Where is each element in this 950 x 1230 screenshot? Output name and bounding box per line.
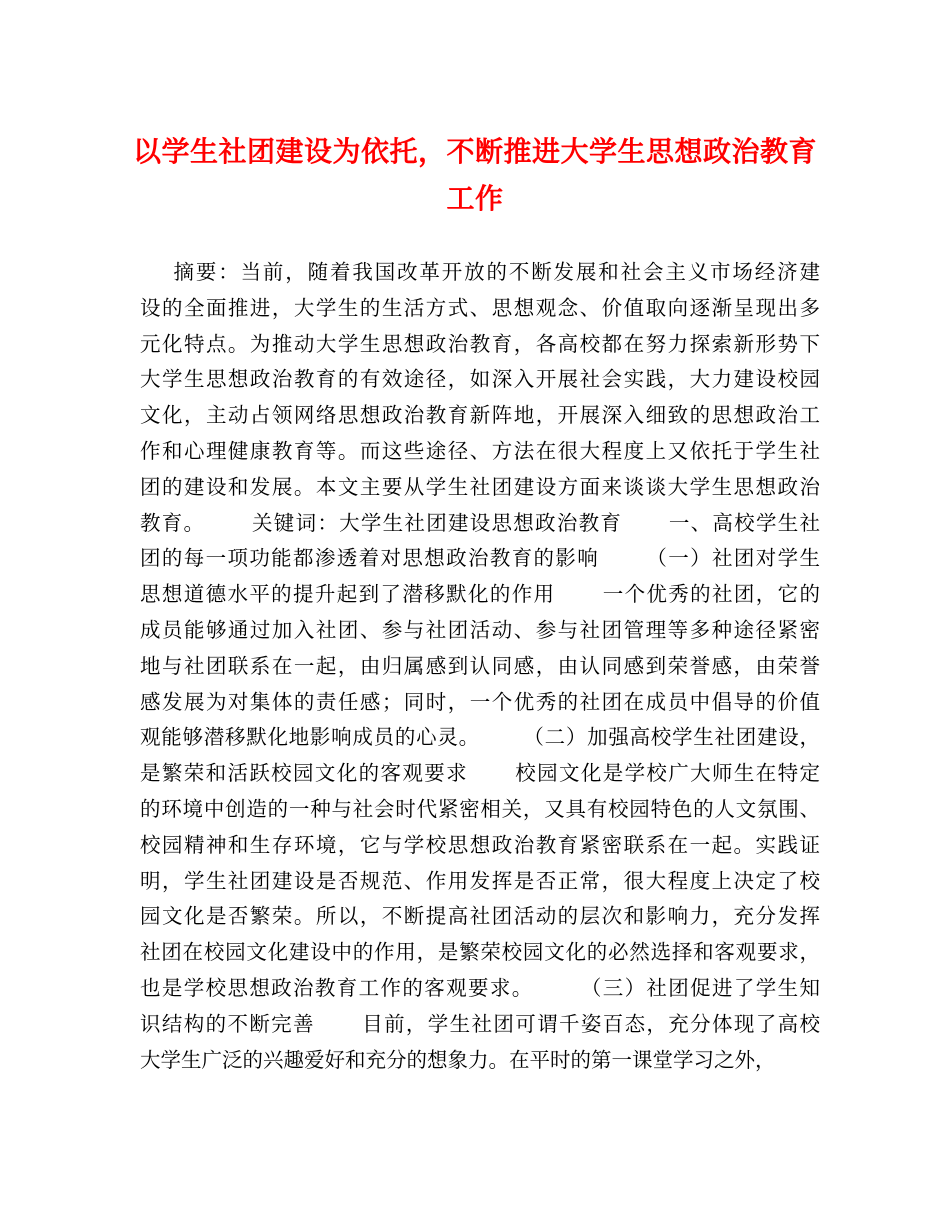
body-line: 感发展为对集体的责任感；同时，一个优秀的社团在成员中倡导的价值 xyxy=(140,689,820,714)
body-line: 摘要：当前，随着我国改革开放的不断发展和社会主义市场经济建 xyxy=(140,260,820,284)
body-line: 是繁荣和活跃校园文化的客观要求 校园文化是学校广大师生在特定 xyxy=(140,761,820,786)
body-line: 团的建设和发展。本文主要从学生社团建设方面来谈谈大学生思想政治 xyxy=(140,474,820,499)
body-line: 大学生思想政治教育的有效途径，如深入开展社会实践，大力建设校园 xyxy=(140,367,820,392)
body-line: 校园精神和生存环境，它与学校思想政治教育紧密联系在一起。实践证 xyxy=(140,832,820,857)
body-line: 明，学生社团建设是否规范、作用发挥是否正常，很大程度上决定了校 xyxy=(140,868,820,893)
body-line: 地与社团联系在一起，由归属感到认同感，由认同感到荣誉感，由荣誉 xyxy=(140,653,820,678)
body-line: 识结构的不断完善 目前，学生社团可谓千姿百态，充分体现了高校 xyxy=(140,1011,820,1036)
body-line: 园文化是否繁荣。所以，不断提高社团活动的层次和影响力，充分发挥 xyxy=(140,904,820,929)
body-line: 教育。 关键词：大学生社团建设思想政治教育 一、高校学生社 xyxy=(140,510,820,535)
document-title xyxy=(120,128,830,222)
body-line: 大学生广泛的兴趣爱好和充分的想象力。在平时的第一课堂学习之外， xyxy=(140,1047,776,1072)
body-line: 也是学校思想政治教育工作的客观要求。 （三）社团促进了学生知 xyxy=(140,975,820,1000)
document-body xyxy=(140,255,820,1078)
body-line: 文化，主动占领网络思想政治教育新阵地，开展深入细致的思想政治工 xyxy=(140,403,820,428)
body-line: 社团在校园文化建设中的作用，是繁荣校园文化的必然选择和客观要求， xyxy=(140,940,820,965)
body-line: 的环境中创造的一种与社会时代紧密相关，又具有校园特色的人文氛围、 xyxy=(140,796,820,821)
title-line-2: 工作 xyxy=(446,182,504,215)
title-line-1: 以学生社团建设为依托，不断推进大学生思想政治教育 xyxy=(132,135,817,168)
body-line: 元化特点。为推动大学生思想政治教育，各高校都在努力探索新形势下 xyxy=(140,331,820,356)
body-line: 团的每一项功能都渗透着对思想政治教育的影响 （一）社团对学生 xyxy=(140,546,820,571)
body-line: 观能够潜移默化地影响成员的心灵。 （二）加强高校学生社团建设， xyxy=(140,725,820,750)
body-line: 成员能够通过加入社团、参与社团活动、参与社团管理等多种途径紧密 xyxy=(140,617,820,642)
body-line: 设的全面推进，大学生的生活方式、思想观念、价值取向逐渐呈现出多 xyxy=(140,295,820,320)
body-line: 思想道德水平的提升起到了潜移默化的作用 一个优秀的社团，它的 xyxy=(140,582,820,607)
body-line: 作和心理健康教育等。而这些途径、方法在很大程度上又依托于学生社 xyxy=(140,438,820,463)
